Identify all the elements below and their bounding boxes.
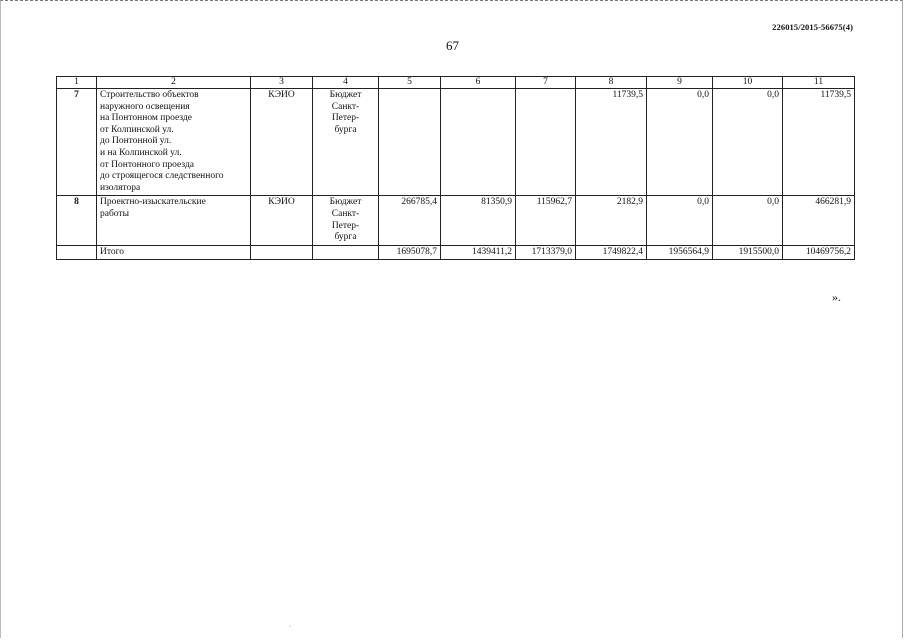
table-row	[57, 89, 855, 196]
row-name-line: наружного освещения	[100, 101, 190, 112]
row-name-line: от Колпинской ул.	[100, 124, 174, 135]
column-number: 1	[57, 77, 97, 89]
total-value: 1749822,4	[576, 245, 647, 260]
total-number-cell	[57, 245, 97, 260]
total-row	[57, 245, 855, 260]
total-value: 1439411,2	[441, 245, 516, 260]
column-number: 9	[647, 77, 713, 89]
page-number: 67	[446, 38, 459, 53]
funding-source-line: бурга	[334, 232, 357, 243]
total-value: 1713379,0	[516, 245, 576, 260]
row-value: 0,0	[647, 196, 713, 245]
row-number: 8	[57, 196, 97, 245]
column-number: 8	[576, 77, 647, 89]
row-name-line: до строящегося следственного	[100, 171, 224, 182]
row-name-line: от Понтонного проезда	[100, 159, 194, 170]
column-number: 11	[783, 77, 855, 89]
funding-source-line: бурга	[334, 124, 357, 135]
closing-quote: ».	[832, 290, 841, 304]
column-number: 6	[441, 77, 516, 89]
row-value: 11739,5	[783, 89, 855, 196]
row-value: 0,0	[647, 89, 713, 196]
total-customer-cell	[251, 245, 313, 260]
row-value: 2182,9	[576, 196, 647, 245]
row-funding-source	[313, 89, 379, 196]
row-value: 0,0	[713, 196, 783, 245]
row-value: 115962,7	[516, 196, 576, 245]
table-row	[57, 196, 855, 245]
row-funding-source	[313, 196, 379, 245]
row-name-line: и на Колпинской ул.	[100, 147, 182, 158]
row-value: 266785,4	[379, 196, 441, 245]
row-value	[441, 89, 516, 196]
funding-source-line: Бюджет	[329, 197, 362, 208]
column-number: 5	[379, 77, 441, 89]
row-name-line: до Понтонной ул.	[100, 136, 172, 147]
row-name-line: изолятора	[100, 182, 141, 193]
row-name	[97, 89, 251, 196]
row-number: 7	[57, 89, 97, 196]
row-value: 0,0	[713, 89, 783, 196]
row-name-line: Проектно-изыскательские	[100, 197, 206, 208]
budget-table	[56, 76, 855, 260]
column-number: 4	[313, 77, 379, 89]
funding-source-line: Санкт-	[331, 208, 360, 219]
column-number-row	[57, 77, 855, 89]
funding-source-line: Петер-	[331, 113, 360, 124]
row-name	[97, 196, 251, 245]
column-number: 3	[251, 77, 313, 89]
row-customer: КЭИО	[251, 196, 313, 245]
row-name-line: на Понтонном проезде	[100, 113, 192, 124]
row-name-line: Строительство объектов	[100, 90, 199, 100]
row-value	[516, 89, 576, 196]
total-value: 10469756,2	[783, 245, 855, 260]
total-value: 1695078,7	[379, 245, 441, 260]
total-source-cell	[313, 245, 379, 260]
document-id: 226015/2015-56675(4)	[772, 22, 853, 32]
total-value: 1915500,0	[713, 245, 783, 260]
row-name-line: работы	[100, 208, 129, 219]
funding-source-line: Петер-	[331, 220, 360, 231]
row-customer: КЭИО	[251, 89, 313, 196]
footer-mark: ·	[289, 622, 292, 631]
funding-source-line: Бюджет	[329, 90, 362, 100]
total-label: Итого	[97, 245, 251, 260]
column-number: 2	[97, 77, 251, 89]
funding-source-line: Санкт-	[331, 101, 360, 112]
row-value	[379, 89, 441, 196]
total-value: 1956564,9	[647, 245, 713, 260]
row-value: 11739,5	[576, 89, 647, 196]
column-number: 7	[516, 77, 576, 89]
row-value: 466281,9	[783, 196, 855, 245]
row-value: 81350,9	[441, 196, 516, 245]
column-number: 10	[713, 77, 783, 89]
